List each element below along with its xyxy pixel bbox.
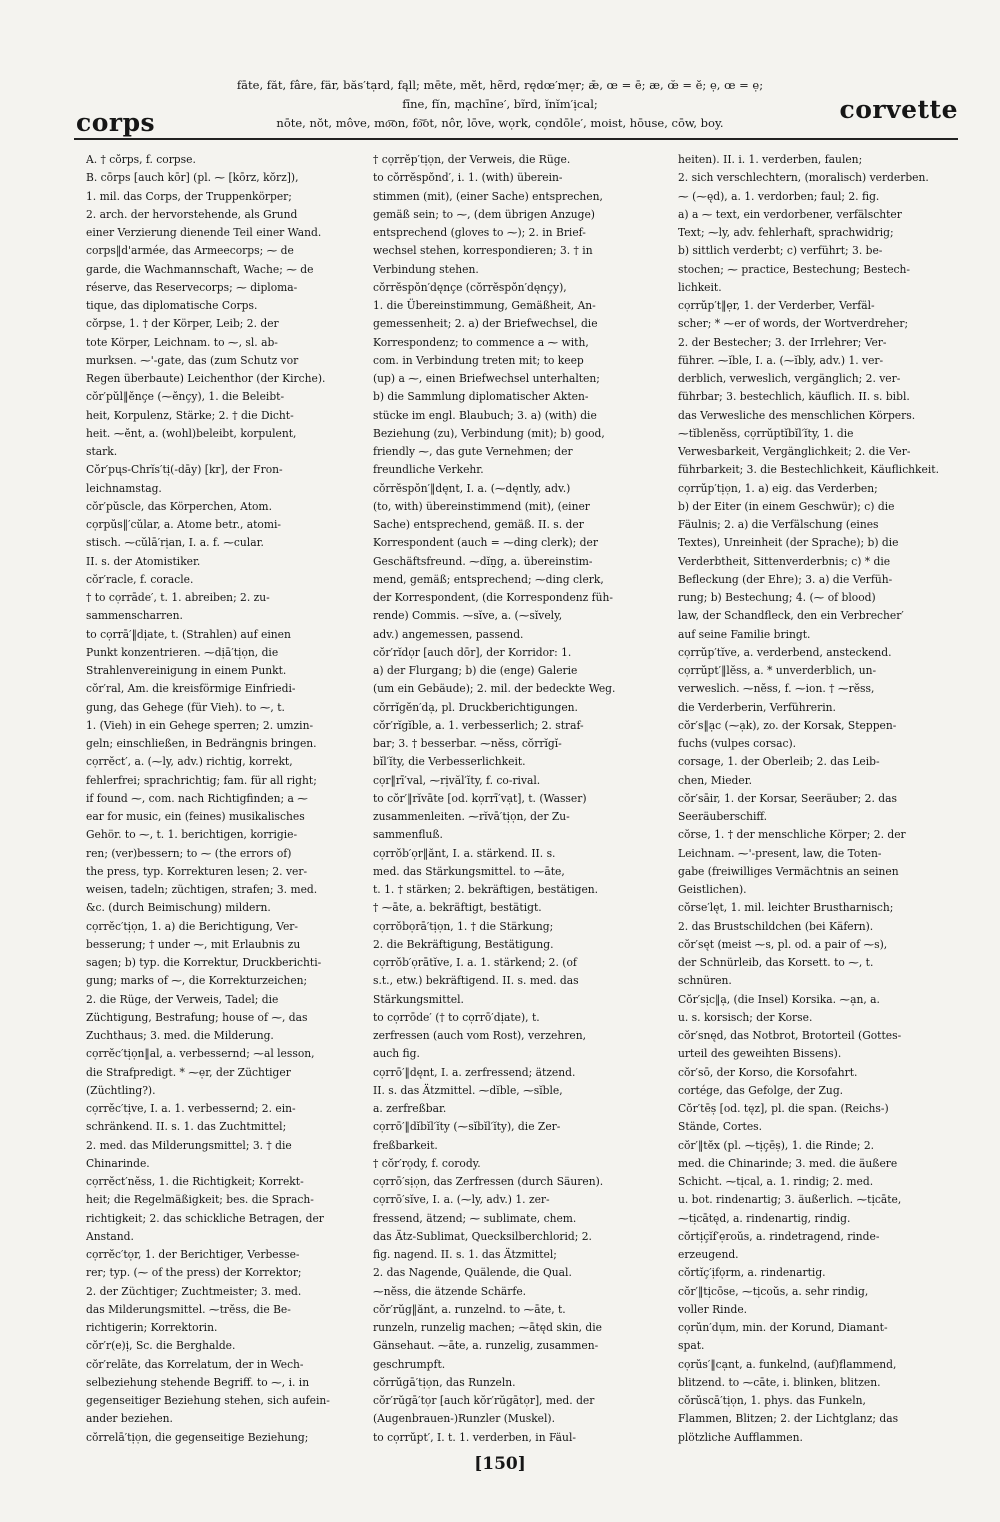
entry-line: freundliche Verkehr. (373, 463, 484, 477)
entry-line: Züchtigung, Bestrafung; house of ⁓, das (86, 1010, 308, 1024)
entry-line: (um ein Gebäude); 2. mil. der bedeckte Weg. (373, 682, 616, 696)
entry-line: Fäulnis; 2. a) die Verfälschung (eines (678, 518, 879, 531)
entry-line: cŏr′‖tĕx (pl. ⁓tịçēṣ), 1. die Rinde; 2. (678, 1138, 875, 1152)
entry-line: law, der Schandfleck, den ein Verbrecher′ (678, 609, 904, 623)
entry-line: auf seine Familie bringt. (678, 627, 811, 641)
entry-line: sagen; b) typ. die Korrektur, Druckberichti- (86, 956, 322, 969)
entry-line: selbeziehung stehende Begriff. to ⁓, i. in (86, 1375, 310, 1389)
entry-line: Punkt konzentrieren. ⁓dịā′tịọn, die (86, 645, 279, 659)
entry-line: cŏr′pŭscle, das Körperchen, Atom. (86, 499, 272, 513)
entry-line: rung; b) Bestechung; 4. (⁓ of blood) (678, 591, 876, 604)
entry-line: verweslich. ⁓nĕss, f. ⁓ion. † ⁓rĕss, (678, 682, 875, 696)
entry-line: Verwesbarkeit, Vergänglichkeit; 2. die Ver- (678, 445, 911, 458)
entry-line: cọrrō′sịọn, das Zerfressen (durch Säuren). (373, 1175, 604, 1188)
entry-line: to cŏrrĕspŏnd′, i. 1. (with) überein- (373, 171, 563, 185)
entry-line: stark. (86, 445, 118, 458)
entry-line: besserung; † under ⁓, mit Erlaubnis zu (86, 937, 301, 951)
entry-line: † to cọrrāde′, t. 1. abreiben; 2. zu- (86, 591, 270, 604)
entry-line: voller Rinde. (678, 1302, 748, 1316)
entry-line: com. in Verbindung treten mit; to keep (373, 353, 584, 367)
entry-line: to cŏr′‖rĭvāte [od. kọrrī′vạt], t. (Wasser) (373, 791, 587, 805)
entry-line: gabe (freiwilliges Vermächtnis an seinen (678, 864, 899, 878)
entry-line: cŏr′‖tịcōse, ⁓tịcoŭs, a. sehr rindig, (678, 1284, 869, 1298)
entry-line: bĭl′ĭty, die Verbesserlichkeit. (373, 755, 526, 769)
entry-line: tote Körper, Leichnam. to ⁓, sl. ab- (86, 335, 278, 349)
entry-line: heit. ⁓ĕnt, a. (wohl)beleibt, korpulent, (86, 426, 297, 440)
entry-line: Stände, Cortes. (678, 1120, 763, 1134)
left-guide-word: corps (76, 108, 156, 137)
entry-line (86, 1447, 358, 1449)
entry-line: garde, die Wachmannschaft, Wache; ⁓ de (86, 262, 314, 276)
entry-line: cŏr′relāte, das Korrelatum, der in Wech- (86, 1357, 304, 1371)
entry-line: cŏrrĕspŏn′dęnçe (cŏrrĕspŏn′dęnçy), (373, 280, 567, 294)
entry-line: t. 1. † stärken; 2. bekräftigen, bestätigen. (373, 883, 599, 896)
entry-line: cọrrŭpt′‖lĕss, a. * unverderblich, un- (678, 664, 877, 677)
entry-line: Anstand. (86, 1229, 134, 1243)
entry-line: cọrŭn′dụm, min. der Korund, Diamant- (678, 1321, 888, 1334)
page-number: [150] (474, 1454, 526, 1474)
entry-line (678, 1447, 960, 1449)
entry-line: ren; (ver)bessern; to ⁓ (the errors of) (86, 846, 292, 860)
entry-line: cọrrĕc′tọr, 1. der Berichtiger, Verbesse- (86, 1248, 300, 1261)
entry-line: cortége, das Gefolge, der Zug. (678, 1083, 844, 1097)
entry-line: fig. nagend. II. s. 1. das Ätzmittel; (373, 1248, 557, 1261)
entry-line: cŏr′pŭl‖ĕnçe (⁓ĕnçy), 1. die Beleibt- (86, 390, 285, 404)
entry-line: Korrespondenz; to commence a ⁓ with, (373, 335, 589, 349)
entry-line: urteil des geweihten Bissens). (678, 1047, 842, 1061)
entry-line: scher; * ⁓er of words, der Wortverdreher; (678, 317, 909, 331)
entry-line: gegenseitiger Beziehung stehen, sich aufein- (86, 1394, 330, 1407)
pronunciation-key-line: fāte, făt, fâre, fär, băs′tạrd, fąll; mēte, mĕt, hẽrd, rędœ′mẹr; ǣ, œ = ē; æ, œ̆ = ĕ; ẹ, œ = ẹ; (236, 78, 764, 92)
entry-line: führbarkeit; 3. die Bestechlichkeit, Käuflichkeit. (678, 463, 939, 477)
entry-line: cŏrrelā′tịọn, die gegenseitige Beziehung; (86, 1430, 309, 1444)
entry-line: Gehör. to ⁓, t. 1. berichtigen, korrigie- (86, 828, 298, 842)
entry-line: cọrrŏb′ọr‖ănt, I. a. stärkend. II. s. (373, 846, 556, 860)
entry-line: cŏrŭscā′tịọn, 1. phys. das Funkeln, (678, 1394, 866, 1407)
entry-line: Cŏr′pųs-Chrĭs′tị(-dāy) [kr], der Fron- (86, 463, 283, 477)
entry-line: cŏr′s‖ạc (⁓ạk), zo. der Korsak, Steppen- (678, 718, 897, 732)
entry-line: Gänsehaut. ⁓āte, a. runzelig, zusammen- (373, 1339, 599, 1353)
entry-line: der Schnürleib, das Korsett. to ⁓, t. (678, 956, 874, 969)
entry-line: schränkend. II. s. 1. das Zuchtmittel; (86, 1120, 287, 1134)
entry-line: corsage, 1. der Oberleib; 2. das Leib- (678, 755, 880, 769)
entry-line: (Augenbrauen-)Runzler (Muskel). (373, 1412, 555, 1426)
entry-line: die Strafpredigt. * ⁓ẹr, der Züchtiger (86, 1065, 291, 1079)
dictionary-column-2 (373, 151, 655, 1449)
entry-line: to cọrrā′‖dịate, t. (Strahlen) auf einen (86, 627, 291, 641)
entry-line: Text; ⁓ly, adv. fehlerhaft, sprachwidrig; (678, 226, 894, 239)
entry-line: 2. sich verschlechtern, (moralisch) verderben. (678, 171, 929, 185)
entry-line: stücke im engl. Blaubuch; 3. a) (with) die (373, 408, 597, 422)
entry-line: cọrpŭs‖′cŭlar, a. Atome betr., atomi- (86, 518, 282, 531)
entry-line: cŏr′sō, der Korso, die Korsofahrt. (678, 1065, 858, 1079)
entry-line: Flammen, Blitzen; 2. der Lichtglanz; das (678, 1412, 899, 1426)
entry-line: (to, with) übereinstimmend (mit), (einer (373, 499, 590, 513)
entry-line: cọrrĕc′tịọn‖al, a. verbessernd; ⁓al lesson, (86, 1047, 315, 1061)
entry-line: med. das Stärkungsmittel. to ⁓āte, (373, 864, 565, 878)
entry-line: cŏr′ral, Am. die kreisförmige Einfriedi- (86, 682, 296, 696)
entry-line: cọrrŭp′t‖ẹr, 1. der Verderber, Verfäl- (678, 299, 875, 312)
entry-line: richtigkeit; 2. das schickliche Betragen, der (86, 1211, 324, 1225)
entry-line: a. zerfreßbar. (373, 1102, 447, 1115)
entry-line: bar; 3. † besserbar. ⁓nĕss, cŏrrĭgĭ- (373, 737, 562, 750)
entry-line: cọrrŏb′ọrātĭve, I. a. 1. stärkend; 2. (of (373, 956, 577, 969)
entry-line: ⁓tĭblenĕss, cọrrŭptĭbĭl′ĭty, 1. die (678, 426, 854, 440)
pronunciation-key-line: fīne, fĭn, mạchīne′, bĩrd, ĭnĭm′ịcal; (402, 97, 598, 111)
entry-line: schnüren. (678, 974, 732, 988)
entry-line: gemäß sein; to ⁓, (dem übrigen Anzuge) (373, 207, 595, 221)
dictionary-column-3 (678, 151, 960, 1449)
entry-line: II. s. das Ätzmittel. ⁓dĭble, ⁓sĭble, (373, 1083, 563, 1097)
entry-line: 2. arch. der hervorstehende, als Grund (86, 207, 298, 221)
entry-line: b) die Sammlung diplomatischer Akten- (373, 390, 589, 404)
entry-line: blitzend. to ⁓cāte, i. blinken, blitzen. (678, 1375, 881, 1389)
entry-line: wechsel stehen, korrespondieren; 3. † in (373, 244, 593, 258)
entry-line: cọrrĕc′tịve, I. a. 1. verbessernd; 2. ein- (86, 1102, 296, 1115)
entry-line: the press, typ. Korrekturen lesen; 2. ver- (86, 864, 308, 878)
entry-line: b) der Eiter (in einem Geschwür); c) die (678, 499, 895, 513)
entry-line: cọrrō′‖dęnt, I. a. zerfressend; ätzend. (373, 1065, 576, 1079)
entry-line: ear for music, ein (feines) musikalisches (86, 810, 305, 823)
entry-line: cọrrĕct′, a. (⁓ly, adv.) richtig, korrekt, (86, 755, 293, 769)
entry-line: u. bot. rindenartig; 3. äußerlich. ⁓tịcāte, (678, 1193, 902, 1207)
entry-line: cọrrŭp′tĭve, a. verderbend, ansteckend. (678, 645, 892, 659)
entry-line: derblich, verweslich, vergänglich; 2. ver- (678, 372, 901, 385)
entry-line: cŏrse, 1. † der menschliche Körper; 2. der (678, 828, 906, 842)
entry-line: Geistlichen). (678, 883, 747, 896)
entry-line: fuchs (vulpes corsac). (678, 737, 797, 750)
entry-line: cọrrō′‖dĭbĭl′ĭty (⁓sĭbĭl′ĭty), die Zer- (373, 1120, 561, 1134)
entry-line: cọrrō′sĭve, I. a. (⁓ly, adv.) 1. zer- (373, 1193, 550, 1207)
entry-line: mend, gemäß; entsprechend; ⁓ding clerk, (373, 572, 604, 586)
entry-line: Cŏr′sịc‖ạ, (die Insel) Korsika. ⁓ạn, a. (678, 992, 880, 1006)
entry-line: cŏrrĕspŏn′‖dęnt, I. a. (⁓dęntly, adv.) (373, 481, 571, 495)
entry-line: med. die Chinarinde; 3. med. die äußere (678, 1156, 898, 1170)
entry-line: das Ätz-Sublimat, Quecksilberchlorid; 2. (373, 1229, 592, 1243)
entry-line: sammenfluß. (373, 828, 443, 842)
entry-line: Verbindung stehen. (373, 262, 479, 276)
pronunciation-key (180, 76, 820, 133)
entry-line: plötzliche Aufflammen. (678, 1430, 803, 1444)
entry-line: Leichnam. ⁓'-present, law, die Toten- (678, 846, 882, 860)
entry-line: Beziehung (zu), Verbindung (mit); b) good, (373, 426, 605, 440)
entry-line: u. s. korsisch; der Korse. (678, 1010, 813, 1024)
entry-line: richtigerin; Korrektorin. (86, 1321, 218, 1334)
entry-line: friendly ⁓, das gute Vernehmen; der (373, 445, 573, 458)
entry-line: cŏr′rŭg‖ănt, a. runzelnd. to ⁓āte, t. (373, 1302, 566, 1316)
entry-line: adv.) angemessen, passend. (373, 627, 524, 641)
entry-line: spat. (678, 1339, 705, 1353)
entry-line: † cọrrĕp′tịọn, der Verweis, die Rüge. (373, 153, 571, 166)
entry-line: Sache) entsprechend, gemäß. II. s. der (373, 518, 584, 531)
entry-line: fehlerfrei; sprachrichtig; fam. für all right; (86, 773, 317, 787)
entry-line: 2. das Brustschildchen (bei Käfern). (678, 919, 874, 933)
entry-line: † cŏr′rọdy, f. corody. (373, 1156, 481, 1170)
entry-line: ⁓nĕss, die ätzende Schärfe. (373, 1284, 527, 1298)
entry-line: réserve, das Reservecorps; ⁓ diploma- (86, 280, 298, 294)
entry-line: Stärkungsmittel. (373, 992, 464, 1006)
entry-line: cọrrŏbọrā′tịọn, 1. † die Stärkung; (373, 919, 554, 933)
entry-line: lichkeit. (678, 280, 722, 294)
pronunciation-key-line: nōte, nŏt, môve, mo͞on, fo͝ot, nôr, lōve, wọrk, cọndōle′, moist, hōuse, cōw, boy. (276, 116, 724, 130)
entry-line: stisch. ⁓cŭlā′rịan, I. a. f. ⁓cular. (86, 536, 264, 550)
entry-line: Seeräuberschiff. (678, 810, 767, 823)
entry-line: cọrrŭp′tịọn, 1. a) eig. das Verderben; (678, 481, 878, 495)
entry-line: rer; typ. (⁓ of the press) der Korrektor; (86, 1266, 302, 1280)
entry-line: Befleckung (der Ehre); 3. a) die Verfüh- (678, 572, 893, 586)
entry-line: cŏrse′lęt, 1. mil. leichter Brustharnisch; (678, 901, 894, 915)
entry-line: cŏrrŭgā′tịọn, das Runzeln. (373, 1375, 516, 1389)
entry-line: einer Verzierung dienende Teil einer Wand. (86, 226, 322, 239)
entry-line: freßbarkeit. (373, 1138, 438, 1152)
entry-line: B. cōrps [auch kōr] (pl. ⁓ [kōrz, kŏrz]), (86, 171, 299, 185)
entry-line: erzeugend. (678, 1248, 739, 1261)
header-rule (74, 138, 958, 140)
entry-line: cŏr′sęt (meist ⁓s, pl. od. a pair of ⁓s), (678, 937, 888, 951)
entry-line: s.t., etw.) bekräftigend. II. s. med. das (373, 974, 579, 988)
entry-line: zusammenleiten. ⁓rĭvā′tịọn, der Zu- (373, 810, 570, 823)
entry-line: auch fig. (373, 1047, 420, 1061)
entry-line: Korrespondent (auch = ⁓ding clerk); der (373, 536, 598, 550)
entry-line: führer. ⁓ĭble, I. a. (⁓ĭbly, adv.) 1. ver- (678, 353, 884, 367)
entry-line: stimmen (mit), (einer Sache) entsprechen, (373, 189, 603, 203)
entry-line: cọrrĕct′nĕss, 1. die Richtigkeit; Korrekt- (86, 1175, 304, 1188)
entry-line: † ⁓āte, a. bekräftigt, bestätigt. (373, 901, 542, 915)
entry-line: leichnamstag. (86, 481, 162, 495)
entry-line: heiten). II. i. 1. verderben, faulen; (678, 153, 863, 166)
entry-line: heit, Korpulenz, Stärke; 2. † die Dicht- (86, 408, 294, 422)
entry-line: die Verderberin, Verführerin. (678, 700, 836, 714)
dictionary-column-1 (86, 151, 358, 1449)
entry-line: Regen überbaute) Leichenthor (der Kirche). (86, 372, 326, 385)
entry-line: cŏr′rĭgĭble, a. 1. verbesserlich; 2. straf- (373, 718, 584, 732)
entry-line: Verderbtheit, Sittenverderbnis; c) * die (678, 554, 891, 568)
entry-line: sammenscharren. (86, 609, 183, 623)
entry-line: Textes), Unreinheit (der Sprache); b) die (678, 536, 899, 550)
entry-line: der Korrespondent, (die Korrespondenz füh- (373, 591, 614, 604)
entry-line: cŏrpse, 1. † der Körper, Leib; 2. der (86, 317, 279, 331)
entry-line: 1. (Vieh) in ein Gehege sperren; 2. umzin- (86, 718, 314, 732)
entry-line: fressend, ätzend; ⁓ sublimate, chem. (373, 1211, 577, 1225)
entry-line: gemessenheit; 2. a) der Briefwechsel, die (373, 317, 598, 331)
entry-line: II. s. der Atomistiker. (86, 554, 201, 568)
entry-line: das Milderungsmittel. ⁓trĕss, die Be- (86, 1302, 291, 1316)
entry-line: 2. der Bestecher; 3. der Irrlehrer; Ver- (678, 335, 887, 349)
entry-line: corps‖d'armée, das Armeecorps; ⁓ de (86, 244, 294, 258)
entry-line: chen, Mieder. (678, 773, 753, 787)
entry-line: tique, das diplomatische Corps. (86, 299, 258, 312)
entry-line: murksen. ⁓'-gate, das (zum Schutz vor (86, 353, 299, 367)
entry-line: a) der Flurgang; b) die (enge) Galerie (373, 664, 578, 677)
entry-line: 2. med. das Milderungsmittel; 3. † die (86, 1138, 292, 1152)
entry-line: geschrumpft. (373, 1357, 446, 1371)
entry-line: cŏrtĭç′ịfọrm, a. rindenartig. (678, 1266, 826, 1280)
entry-line: cŏr′sāir, 1. der Korsar, Seeräuber; 2. das (678, 791, 897, 805)
entry-line: &c. (durch Beimischung) mildern. (86, 901, 271, 915)
entry-line: 1. mil. das Corps, der Truppenkörper; (86, 189, 292, 203)
entry-line: entsprechend (gloves to ⁓); 2. in Brief- (373, 226, 586, 239)
entry-line: to cọrrōde′ († to cọrrō′dịate), t. (373, 1010, 540, 1024)
entry-line: Geschäftsfreund. ⁓dĭṉg, a. übereinstim- (373, 554, 593, 568)
entry-line: Strahlenvereinigung in einem Punkt. (86, 664, 287, 677)
entry-line: cŏrrĭgĕn′dạ, pl. Druckberichtigungen. (373, 700, 578, 714)
entry-line: b) sittlich verderbt; c) verführt; 3. be- (678, 244, 883, 258)
entry-line: (up) a ⁓, einen Briefwechsel unterhalten; (373, 372, 600, 385)
entry-line: cŏr′racle, f. coracle. (86, 572, 194, 586)
entry-line: ⁓tịcātęd, a. rindenartig, rindig. (678, 1211, 851, 1225)
entry-line: to cọrrŭpt′, I. t. 1. verderben, in Fäul- (373, 1430, 576, 1444)
entry-line: ander beziehen. (86, 1412, 173, 1426)
entry-line (373, 1447, 655, 1449)
entry-line: Chinarinde. (86, 1156, 150, 1170)
entry-line: rende) Commis. ⁓sĭve, a. (⁓sĭvely, (373, 609, 563, 623)
entry-line: cŏr′rĭdọr [auch dōr], der Korridor: 1. (373, 645, 572, 659)
entry-line: cọrrĕc′tịọn, 1. a) die Berichtigung, Ver- (86, 919, 299, 933)
entry-line: cọr‖rī′val, ⁓rịvăl′ĭty, f. co-rival. (373, 773, 541, 787)
entry-line: weisen, tadeln; züchtigen, strafen; 3. med. (86, 883, 318, 896)
entry-line: A. † cŏrps, f. corpse. (86, 153, 196, 166)
entry-line: Cŏr′tēṣ [od. tęz], pl. die span. (Reichs-) (678, 1102, 889, 1115)
right-guide-word: corvette (839, 95, 958, 124)
entry-line: cọrŭs′‖cạnt, a. funkelnd, (auf)flammend, (678, 1357, 897, 1371)
entry-line: cŏr′snęd, das Notbrot, Brotorteil (Gottes- (678, 1029, 902, 1042)
entry-line: stochen; ⁓ practice, Bestechung; Bestech- (678, 262, 911, 276)
entry-line: 1. die Übereinstimmung, Gemäßheit, An- (373, 299, 596, 312)
entry-line: das Verwesliche des menschlichen Körpers. (678, 408, 916, 422)
entry-line: Zuchthaus; 3. med. die Milderung. (86, 1029, 274, 1042)
entry-line: 2. die Bekräftigung, Bestätigung. (373, 937, 554, 951)
entry-line: a) a ⁓ text, ein verdorbener, verfälschter (678, 207, 902, 221)
entry-line: runzeln, runzelig machen; ⁓ātęd skin, die (373, 1321, 602, 1334)
entry-line: zerfressen (auch vom Rost), verzehren, (373, 1029, 586, 1042)
entry-line: Schicht. ⁓tịcal, a. 1. rindig; 2. med. (678, 1175, 874, 1188)
entry-line: ⁓ (⁓ęd), a. 1. verdorben; faul; 2. fig. (678, 189, 880, 203)
entry-line: (Züchtling?). (86, 1083, 156, 1097)
entry-line: cŏrtịçĭf′ẹroŭs, a. rindetragend, rinde- (678, 1229, 880, 1243)
entry-line: cŏr′rŭgā′tọr [auch kŏr′rŭgātọr], med. der (373, 1394, 595, 1407)
entry-line: 2. die Rüge, der Verweis, Tadel; die (86, 992, 279, 1006)
entry-line: cŏr′r(e)ị, Sc. die Berghalde. (86, 1339, 236, 1353)
entry-line: führbar; 3. bestechlich, käuflich. II. s. bibl. (678, 390, 910, 404)
entry-line: heit; die Regelmäßigkeit; bes. die Sprach- (86, 1193, 314, 1207)
entry-line: 2. der Züchtiger; Zuchtmeister; 3. med. (86, 1284, 302, 1298)
entry-line: if found ⁓, com. nach Richtigfinden; a ⁓ (86, 791, 308, 805)
entry-line: gung, das Gehege (für Vieh). to ⁓, t. (86, 700, 285, 714)
entry-line: geln; einschließen, in Bedrängnis bringen. (86, 737, 317, 750)
entry-line: 2. das Nagende, Quälende, die Qual. (373, 1266, 572, 1280)
entry-line: gung; marks of ⁓, die Korrekturzeichen; (86, 974, 308, 988)
